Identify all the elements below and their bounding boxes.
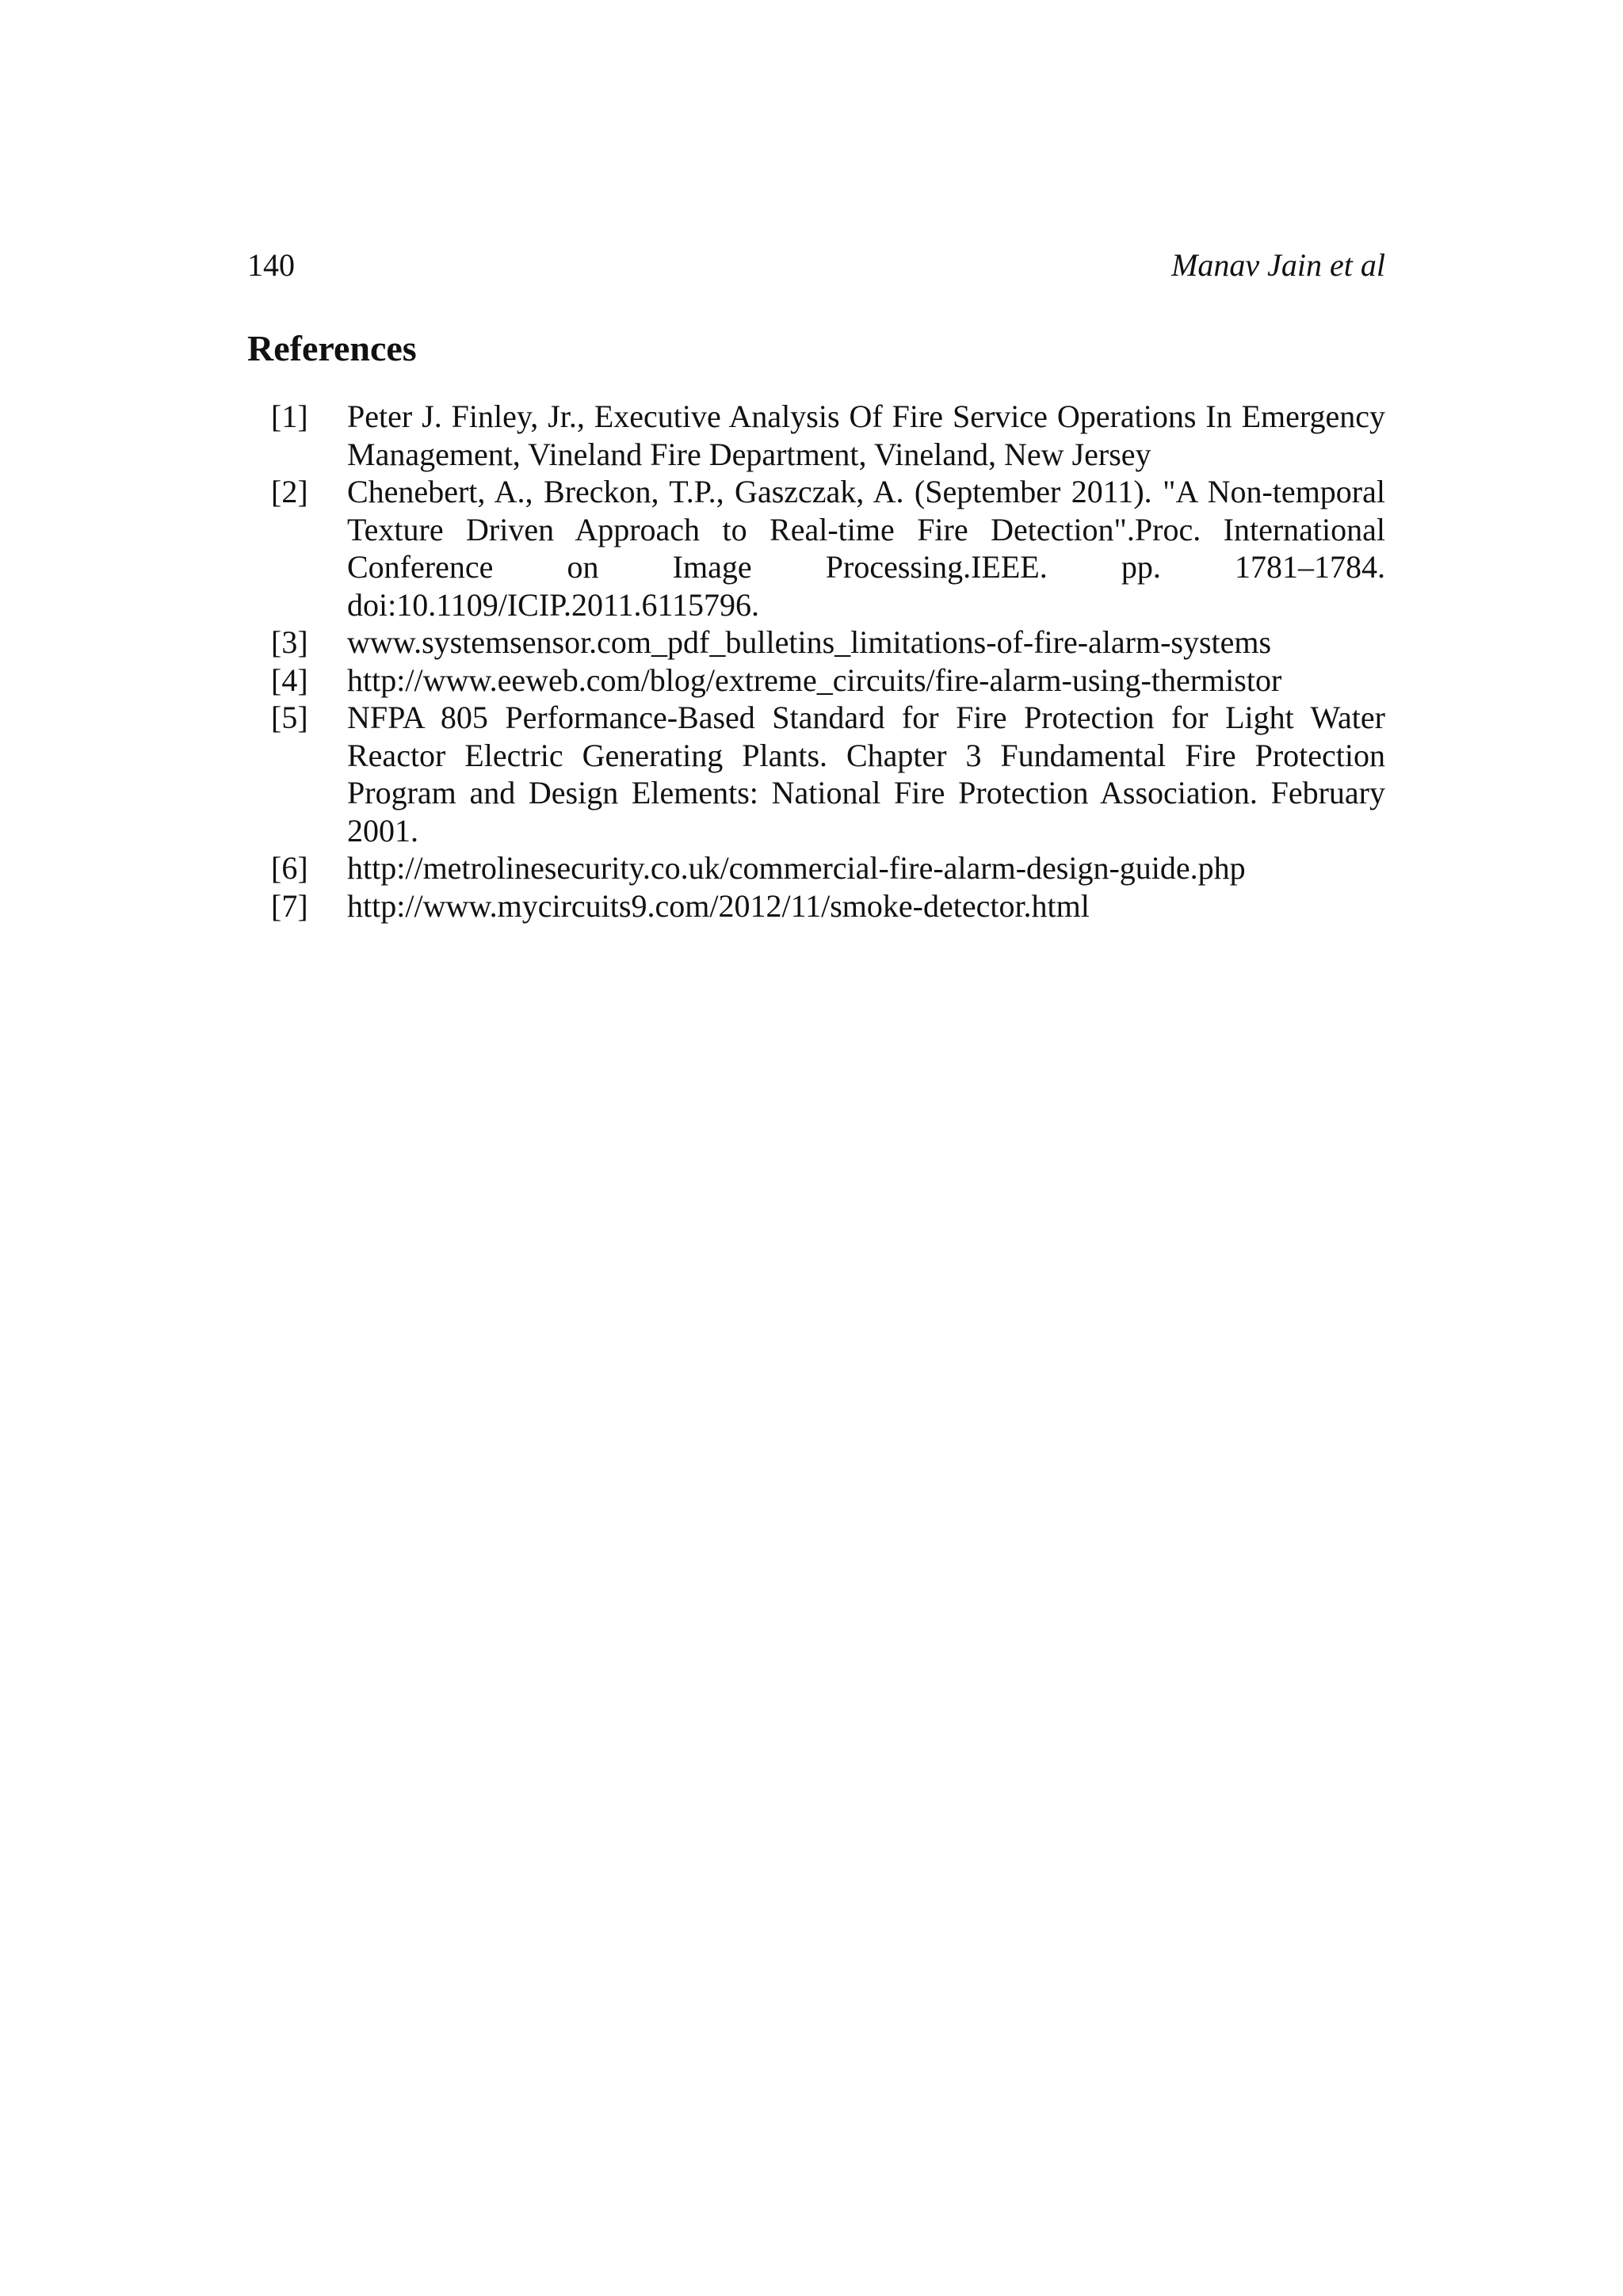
page-number: 140 bbox=[247, 247, 295, 283]
reference-item bbox=[247, 662, 1385, 700]
reference-item bbox=[247, 699, 1385, 849]
reference-label: [4] bbox=[271, 662, 308, 698]
reference-label: [7] bbox=[271, 887, 308, 924]
reference-text: http://www.mycircuits9.com/2012/11/smoke-detector.html bbox=[347, 887, 1090, 924]
running-author: Manav Jain et al bbox=[1171, 247, 1385, 283]
reference-text: Chenebert, A., Breckon, T.P., Gaszczak, A. (September 2011). "A Non-temporal Texture Driven Approach to Real-time Fire Detection".Proc. International Conference on Image Processing.IEEE. pp. 1781–1784. doi:10.1109/ICIP.2011.6115796. bbox=[347, 474, 1385, 623]
reference-item bbox=[247, 473, 1385, 624]
reference-item bbox=[247, 624, 1385, 662]
reference-item bbox=[247, 849, 1385, 887]
reference-label: [2] bbox=[271, 474, 308, 509]
reference-text: http://metrolinesecurity.co.uk/commercial-fire-alarm-design-guide.php bbox=[347, 850, 1246, 886]
reference-label: [1] bbox=[271, 399, 308, 434]
reference-label: [5] bbox=[271, 700, 308, 735]
reference-text: http://www.eeweb.com/blog/extreme_circuits/fire-alarm-using-thermistor bbox=[347, 662, 1282, 698]
references-heading: References bbox=[247, 328, 417, 368]
reference-text: www.systemsensor.com_pdf_bulletins_limitations-of-fire-alarm-systems bbox=[347, 624, 1272, 660]
reference-item bbox=[247, 398, 1385, 473]
reference-label: [3] bbox=[271, 624, 308, 660]
running-header bbox=[247, 246, 1385, 285]
reference-item bbox=[247, 887, 1385, 925]
reference-text: Peter J. Finley, Jr., Executive Analysis Of Fire Service Operations In Emergency Management, Vineland Fire Department, Vineland, New Jersey bbox=[347, 399, 1385, 472]
reference-list bbox=[247, 398, 1385, 925]
reference-text: NFPA 805 Performance-Based Standard for Fire Protection for Light Water Reactor Electric Generating Plants. Chapter 3 Fundamental Fire Protection Program and Design Elements: National Fire Protection Association. February 2001. bbox=[347, 700, 1385, 849]
reference-label: [6] bbox=[271, 850, 308, 886]
